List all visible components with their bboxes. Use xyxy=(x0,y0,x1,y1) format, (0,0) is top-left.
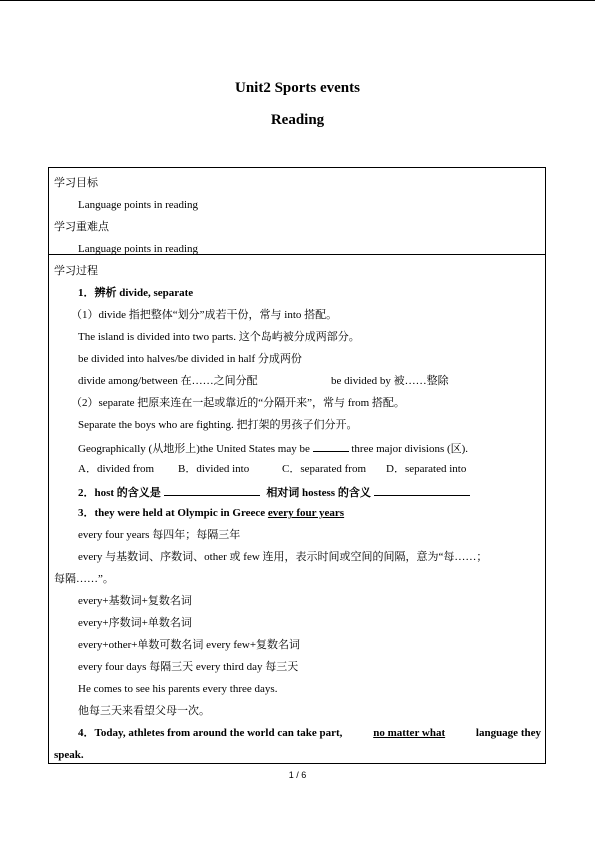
item4-d: speak. xyxy=(54,749,84,761)
item4-c: language they xyxy=(475,727,541,739)
item3-line3: 每隔……”。 xyxy=(54,573,114,585)
item2-q1: 2．host 的含义是 xyxy=(78,487,161,499)
item3-line5: every+序数词+单数名词 xyxy=(78,617,192,629)
item3-heading-a: 3．they were held at Olympic in Greece xyxy=(78,507,266,519)
item3-line2: every 与基数词、序数词、other 或 few 连用，表示时间或空间的间隔，意为“每……； xyxy=(78,551,488,563)
item3-line6: every+other+单数可数名词 every few+复数名词 xyxy=(78,639,301,651)
goal-text: Language points in reading xyxy=(78,199,199,211)
unit-title: Unit2 Sports events xyxy=(234,80,360,96)
key-text: Language points in reading xyxy=(78,243,199,255)
item3-line9: 他每三天来看望父母一次。 xyxy=(78,705,210,717)
item3-line8: He comes to see his parents every three days. xyxy=(78,683,278,695)
process-label: 学习过程 xyxy=(54,265,98,277)
answer-blank[interactable] xyxy=(313,440,349,452)
item1-line4a: divide among/between 在……之间分配 xyxy=(78,375,258,387)
item3-line1: every four years 每四年；每隔三年 xyxy=(78,529,241,541)
goal-label: 学习目标 xyxy=(54,177,98,189)
item1-line6: Separate the boys who are fighting. 把打架的男孩子们分开。 xyxy=(78,419,358,431)
item3-line7: every four days 每隔三天 every third day 每三天 xyxy=(78,661,299,673)
item1-heading: 1．辨析 divide, separate xyxy=(78,287,194,299)
item1-line1: （1）divide 指把整体“划分”成若干份，常与 into 搭配。 xyxy=(71,309,338,321)
item4-line1 xyxy=(78,726,541,740)
item4-b: no matter what xyxy=(373,727,446,739)
item1-line3: be divided into halves/be divided in half 分成两份 xyxy=(78,353,302,365)
item3-line4: every+基数词+复数名词 xyxy=(78,595,192,607)
section-title: Reading xyxy=(270,112,325,128)
process-box xyxy=(48,254,546,764)
item1-line5: （2）separate 把原来连在一起或靠近的“分隔开来”，常与 from 搭配。 xyxy=(71,397,405,409)
option-a: A．divided from xyxy=(78,463,155,475)
item2-q2: 相对词 hostess 的含义 xyxy=(266,487,371,499)
option-c: C．separated from xyxy=(282,463,366,475)
objectives-box xyxy=(48,167,546,255)
option-d: D．separated into xyxy=(386,463,467,475)
item3-heading xyxy=(78,506,344,520)
host-blank[interactable] xyxy=(164,484,260,496)
key-label: 学习重难点 xyxy=(54,221,109,233)
page-number: 1 / 6 xyxy=(288,770,307,780)
item1-line7 xyxy=(78,440,468,456)
item1-line7b: three major divisions (区). xyxy=(351,443,469,455)
top-rule xyxy=(0,0,595,1)
item1-line7a: Geographically (从地形上)the United States may be xyxy=(78,443,310,455)
item1-line4b: be divided by 被……整除 xyxy=(331,375,449,387)
item3-heading-b: every four years xyxy=(267,507,345,519)
item2-question xyxy=(78,484,470,500)
hostess-blank[interactable] xyxy=(374,484,470,496)
item1-line2: The island is divided into two parts. 这个岛屿被分成两部分。 xyxy=(78,331,360,343)
item4-a: 4．Today, athletes from around the world can take part, xyxy=(78,727,343,739)
option-b: B．divided into xyxy=(178,463,250,475)
